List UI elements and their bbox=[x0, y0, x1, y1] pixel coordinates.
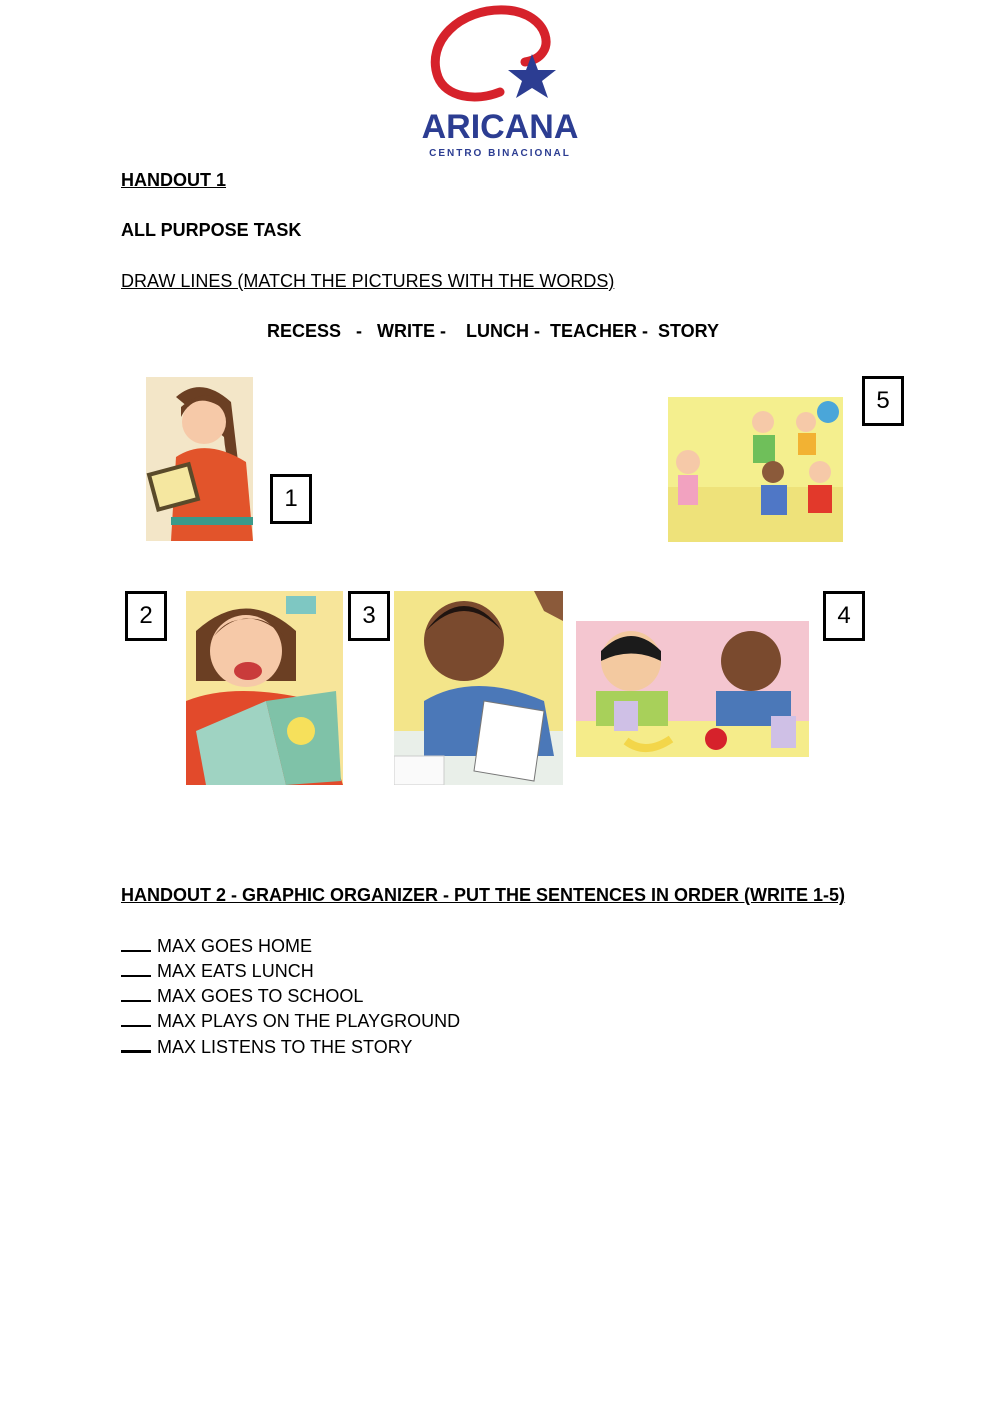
handout1-title: HANDOUT 1 bbox=[121, 170, 227, 190]
sentence-text: MAX PLAYS ON THE PLAYGROUND bbox=[157, 1011, 461, 1031]
answer-blank-4[interactable] bbox=[121, 1008, 151, 1027]
sentence-text: MAX GOES TO SCHOOL bbox=[157, 986, 364, 1006]
teacher-writing-picture bbox=[146, 377, 253, 541]
list-item bbox=[121, 983, 460, 1008]
lunch-picture bbox=[576, 621, 809, 757]
list-item bbox=[121, 1008, 460, 1033]
label-box-3: 3 bbox=[348, 591, 390, 641]
label-box-5: 5 bbox=[862, 376, 904, 426]
answer-blank-2[interactable] bbox=[121, 958, 151, 977]
story-picture bbox=[186, 591, 343, 785]
sentence-order-list bbox=[121, 933, 460, 1058]
list-item bbox=[121, 933, 460, 958]
list-item bbox=[121, 958, 460, 983]
label-box-4: 4 bbox=[823, 591, 865, 641]
sentence-text: MAX EATS LUNCH bbox=[157, 961, 314, 981]
write-picture bbox=[394, 591, 563, 785]
sentence-text: MAX GOES HOME bbox=[157, 936, 313, 956]
handout1-instruction: DRAW LINES (MATCH THE PICTURES WITH THE WORDS) bbox=[121, 271, 615, 291]
answer-blank-3[interactable] bbox=[121, 983, 151, 1002]
label-box-2: 2 bbox=[125, 591, 167, 641]
aricana-logo bbox=[420, 2, 580, 162]
answer-blank-1[interactable] bbox=[121, 933, 151, 952]
list-item bbox=[121, 1033, 460, 1058]
label-box-1: 1 bbox=[270, 474, 312, 524]
handout1-task: ALL PURPOSE TASK bbox=[121, 220, 302, 240]
logo-brand: ARICANA bbox=[421, 108, 579, 146]
answer-blank-5[interactable] bbox=[121, 1033, 151, 1053]
word-bank: RECESS - WRITE - LUNCH - TEACHER - STORY bbox=[267, 321, 720, 341]
logo-subtitle: CENTRO BINACIONAL bbox=[429, 148, 571, 159]
recess-picture bbox=[668, 397, 843, 542]
handout2-title: HANDOUT 2 - GRAPHIC ORGANIZER - PUT THE SENTENCES IN ORDER (WRITE 1-5) bbox=[121, 885, 846, 905]
sentence-text: MAX LISTENS TO THE STORY bbox=[157, 1037, 413, 1057]
